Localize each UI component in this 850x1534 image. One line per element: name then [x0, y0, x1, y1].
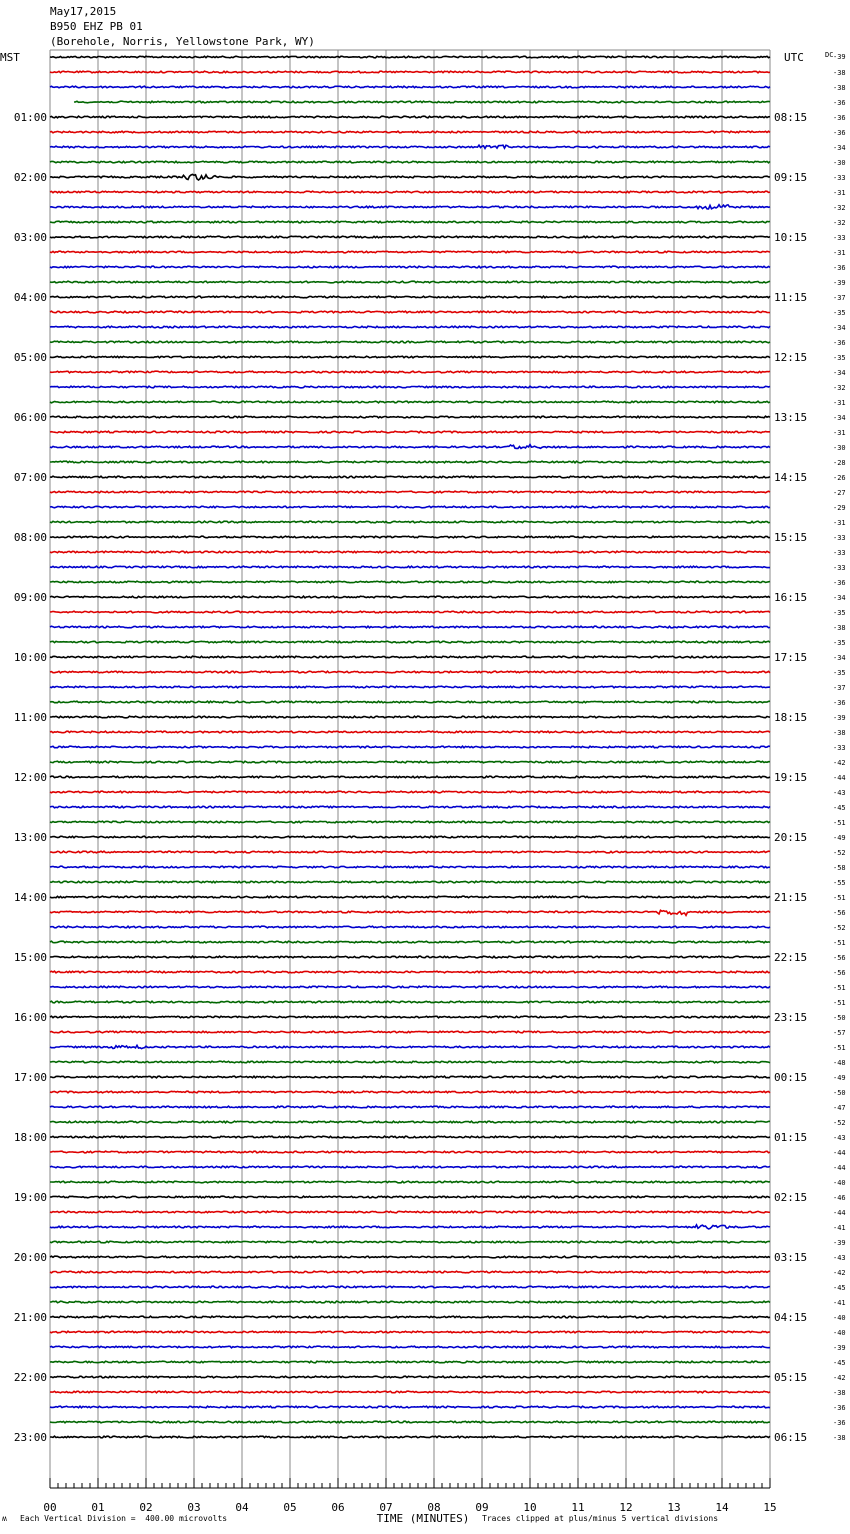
seismic-trace	[50, 86, 770, 88]
dc-offset-label: -51	[833, 1044, 846, 1052]
seismic-trace	[50, 221, 770, 223]
dc-offset-label: -30	[833, 159, 846, 167]
dc-offset-label: -36	[833, 1419, 846, 1427]
seismic-trace	[50, 1136, 770, 1138]
dc-offset-label: -35	[833, 309, 846, 317]
seismic-trace	[50, 371, 770, 373]
seismic-trace	[50, 1121, 770, 1123]
seismic-trace	[50, 701, 770, 703]
dc-offset-label: -32	[833, 384, 846, 392]
seismic-trace	[50, 311, 770, 313]
mst-hour-label: 21:00	[13, 1311, 47, 1324]
x-tick-label: 15	[763, 1501, 777, 1514]
seismic-trace	[50, 836, 770, 838]
dc-offset-label: -33	[833, 534, 846, 542]
dc-offset-label: -44	[833, 1209, 846, 1217]
seismic-trace	[50, 191, 770, 193]
station-label: B950 EHZ PB 01	[50, 20, 143, 33]
utc-hour-label: 00:15	[774, 1071, 808, 1084]
dc-offset-label: -38	[833, 84, 846, 92]
dc-offset-label: -33	[833, 549, 846, 557]
mst-hour-label: 02:00	[13, 171, 47, 184]
x-tick-label: 13	[667, 1501, 681, 1514]
seismic-trace	[50, 281, 770, 283]
x-tick-label: 04	[235, 1501, 249, 1514]
seismic-trace	[50, 1061, 770, 1063]
dc-offset-label: -58	[833, 864, 846, 872]
seismic-trace	[50, 626, 770, 628]
seismic-trace	[50, 551, 770, 553]
dc-offset-label: -41	[833, 1224, 846, 1232]
dc-offset-label: -36	[833, 579, 846, 587]
dc-offset-label: -31	[833, 399, 846, 407]
utc-hour-label: 13:15	[774, 411, 808, 424]
seismic-trace	[50, 1256, 770, 1258]
utc-hour-label: 22:15	[774, 951, 808, 964]
dc-offset-label: -55	[833, 879, 846, 887]
mst-hour-label: 13:00	[13, 831, 47, 844]
dc-offset-label: -32	[833, 219, 846, 227]
seismic-trace	[50, 866, 770, 868]
dc-offset-label: -35	[833, 669, 846, 677]
dc-offset-label: -42	[833, 1374, 846, 1382]
x-tick-label: 07	[379, 1501, 393, 1514]
seismic-trace	[50, 1196, 770, 1198]
dc-offset-label: -39	[833, 53, 846, 61]
dc-offset-label: -34	[833, 654, 846, 662]
seismic-trace	[50, 986, 770, 988]
mst-hour-label: 11:00	[13, 711, 47, 724]
dc-offset-label: -40	[833, 1329, 846, 1337]
dc-offset-label: -46	[833, 1194, 846, 1202]
mst-hour-label: 15:00	[13, 951, 47, 964]
seismic-trace	[50, 1301, 770, 1303]
seismic-trace	[50, 1001, 770, 1003]
seismic-trace	[50, 251, 770, 253]
location-label: (Borehole, Norris, Yellowstone Park, WY)	[50, 35, 315, 48]
utc-hour-label: 21:15	[774, 891, 808, 904]
dc-offset-label: -49	[833, 1074, 846, 1082]
x-tick-label: 06	[331, 1501, 345, 1514]
mst-hour-label: 03:00	[13, 231, 47, 244]
seismic-trace	[50, 1421, 770, 1423]
dc-offset-label: -36	[833, 339, 846, 347]
seismic-trace	[50, 445, 770, 449]
seismic-trace	[50, 296, 770, 298]
dc-offset-label: -48	[833, 1059, 846, 1067]
seismic-trace	[50, 1211, 770, 1213]
seismic-trace	[50, 1106, 770, 1108]
utc-hour-label: 11:15	[774, 291, 808, 304]
seismic-trace	[50, 1225, 770, 1229]
seismic-trace	[50, 686, 770, 688]
dc-offset-label: -42	[833, 1269, 846, 1277]
mst-hour-label: 19:00	[13, 1191, 47, 1204]
seismic-trace	[50, 236, 770, 238]
seismic-trace	[50, 131, 770, 133]
seismic-trace	[50, 1151, 770, 1153]
seismic-trace	[50, 1271, 770, 1273]
seismic-trace	[50, 596, 770, 598]
x-tick-label: 12	[619, 1501, 633, 1514]
mst-hour-label: 22:00	[13, 1371, 47, 1384]
mst-hour-label: 09:00	[13, 591, 47, 604]
seismic-trace	[50, 611, 770, 613]
dc-offset-label: -26	[833, 474, 846, 482]
dc-offset-label: -42	[833, 759, 846, 767]
seismic-trace	[50, 506, 770, 508]
utc-hour-label: 08:15	[774, 111, 808, 124]
dc-offset-label: -27	[833, 489, 846, 497]
clip-note: Traces clipped at plus/minus 5 vertical divisions	[482, 1514, 719, 1523]
dc-offset-label: -52	[833, 924, 846, 932]
dc-offset-label: -31	[833, 519, 846, 527]
utc-hour-label: 06:15	[774, 1431, 808, 1444]
seismic-trace	[50, 1346, 770, 1348]
dc-offset-label: -33	[833, 174, 846, 182]
x-axis	[43, 1478, 776, 1514]
vertical-division-note: Each Vertical Division = 400.00 microvolts	[20, 1514, 228, 1523]
utc-hour-label: 09:15	[774, 171, 808, 184]
dc-offset-label: -34	[833, 144, 846, 152]
seismic-trace	[50, 956, 770, 958]
seismic-trace	[50, 656, 770, 658]
mst-hour-label: 05:00	[13, 351, 47, 364]
dc-offset-label: -56	[833, 954, 846, 962]
dc-offset-label: -43	[833, 1254, 846, 1262]
utc-hour-label: 01:15	[774, 1131, 808, 1144]
seismic-trace	[50, 536, 770, 538]
dc-offset-label: -36	[833, 1404, 846, 1412]
dc-offset-label: -39	[833, 714, 846, 722]
dc-offset-label: -34	[833, 369, 846, 377]
dc-offset-label: -36	[833, 99, 846, 107]
seismic-trace	[50, 1091, 770, 1093]
dc-offset-label: -52	[833, 849, 846, 857]
dc-offset-label: -37	[833, 294, 846, 302]
dc-offset-label: -35	[833, 609, 846, 617]
dc-offset-label: -30	[833, 444, 846, 452]
seismic-trace	[50, 356, 770, 358]
seismic-trace	[50, 1436, 770, 1438]
x-tick-label: 11	[571, 1501, 585, 1514]
dc-offset-label: -34	[833, 594, 846, 602]
dc-offset-label: -34	[833, 414, 846, 422]
dc-offset-label: -43	[833, 1134, 846, 1142]
dc-offset-label: -37	[833, 684, 846, 692]
utc-hour-label: 17:15	[774, 651, 808, 664]
seismic-trace	[50, 1016, 770, 1018]
dc-offset-label: -43	[833, 789, 846, 797]
seismic-trace	[50, 941, 770, 943]
dc-offset-label: -49	[833, 834, 846, 842]
seismic-trace	[50, 776, 770, 778]
utc-hour-label: 10:15	[774, 231, 808, 244]
dc-offset-label: -31	[833, 249, 846, 257]
utc-hour-label: 14:15	[774, 471, 808, 484]
dc-offset-label: -36	[833, 699, 846, 707]
seismic-trace	[50, 641, 770, 643]
dc-offset-label: -51	[833, 999, 846, 1007]
utc-hour-label: 03:15	[774, 1251, 808, 1264]
dc-offset-label: -38	[833, 729, 846, 737]
utc-hour-label: 05:15	[774, 1371, 808, 1384]
date-label: May17,2015	[50, 5, 117, 18]
dc-offset-label: -45	[833, 804, 846, 812]
seismic-trace	[50, 1241, 770, 1243]
dc-offset-label: -51	[833, 984, 846, 992]
utc-hour-label: 02:15	[774, 1191, 808, 1204]
dc-offset-label: -51	[833, 894, 846, 902]
dc-offset-label: -39	[833, 1344, 846, 1352]
seismic-trace	[50, 145, 770, 148]
mst-hour-label: 06:00	[13, 411, 47, 424]
dc-offset-label: -56	[833, 909, 846, 917]
utc-hour-label: 15:15	[774, 531, 808, 544]
seismic-trace	[50, 1076, 770, 1078]
utc-hour-label: 16:15	[774, 591, 808, 604]
mst-hour-label: 12:00	[13, 771, 47, 784]
seismic-trace	[50, 386, 770, 388]
dc-offset-label: -41	[833, 1299, 846, 1307]
utc-hour-label: 20:15	[774, 831, 808, 844]
dc-offset-label: -31	[833, 429, 846, 437]
mst-hour-label: 17:00	[13, 1071, 47, 1084]
seismic-trace	[50, 926, 770, 928]
dc-offset-label: -56	[833, 969, 846, 977]
mst-hour-labels	[14, 111, 47, 1444]
x-tick-label: 00	[43, 1501, 57, 1514]
seismic-trace	[50, 174, 770, 180]
dc-offset-label: -31	[833, 189, 846, 197]
mst-hour-label: 07:00	[13, 471, 47, 484]
utc-hour-label: 23:15	[774, 1011, 808, 1024]
utc-hour-label: 19:15	[774, 771, 808, 784]
seismic-trace	[50, 56, 770, 58]
dc-offset-label: -40	[833, 1179, 846, 1187]
seismic-trace	[50, 971, 770, 973]
seismic-trace	[50, 791, 770, 793]
utc-hour-label: 18:15	[774, 711, 808, 724]
x-tick-label: 05	[283, 1501, 297, 1514]
x-tick-label: 09	[475, 1501, 489, 1514]
seismic-trace	[50, 851, 770, 853]
seismic-trace	[50, 1331, 770, 1333]
seismic-trace	[50, 566, 770, 568]
x-tick-label: 02	[139, 1501, 153, 1514]
seismic-trace	[50, 1031, 770, 1033]
seismic-trace	[74, 101, 770, 103]
dc-offset-label: -51	[833, 939, 846, 947]
dc-offset-label: -29	[833, 504, 846, 512]
seismic-trace	[50, 116, 770, 118]
seismic-trace	[50, 71, 770, 73]
seismic-trace	[50, 806, 770, 808]
seismic-trace	[50, 1316, 770, 1318]
right-timezone-label: UTC	[784, 51, 804, 64]
x-tick-label: 03	[187, 1501, 201, 1514]
seismic-trace	[50, 1406, 770, 1408]
dc-offset-label: -38	[833, 624, 846, 632]
dc-offset-label: -36	[833, 129, 846, 137]
seismic-trace	[50, 1181, 770, 1183]
seismic-trace	[50, 881, 770, 883]
seismic-trace	[50, 416, 770, 418]
dc-offset-label: -50	[833, 1089, 846, 1097]
mst-hour-label: 01:00	[13, 111, 47, 124]
seismic-trace	[50, 341, 770, 343]
seismic-trace	[50, 1361, 770, 1363]
seismic-trace	[50, 896, 770, 898]
x-tick-label: 01	[91, 1501, 105, 1514]
left-timezone-label: MST	[0, 51, 20, 64]
utc-hour-label: 04:15	[774, 1311, 808, 1324]
seismic-trace	[50, 205, 770, 209]
seismic-trace	[50, 821, 770, 823]
dc-offset-label: -36	[833, 114, 846, 122]
seismic-trace	[50, 326, 770, 328]
seismic-trace	[50, 761, 770, 763]
seismic-trace	[50, 1286, 770, 1288]
mst-hour-label: 18:00	[13, 1131, 47, 1144]
dc-offset-labels	[833, 53, 846, 1442]
dc-offset-label: -44	[833, 1149, 846, 1157]
dc-offset-label: -35	[833, 639, 846, 647]
utc-hour-labels	[774, 111, 807, 1444]
x-tick-label: 08	[427, 1501, 441, 1514]
seismic-trace	[50, 671, 770, 673]
dc-offset-label: -45	[833, 1359, 846, 1367]
seismic-trace	[50, 431, 770, 433]
mst-hour-label: 10:00	[13, 651, 47, 664]
mst-hour-label: 16:00	[13, 1011, 47, 1024]
dc-offset-label: -39	[833, 279, 846, 287]
dc-offset-label: -28	[833, 459, 846, 467]
seismic-trace	[50, 491, 770, 493]
trace-group	[50, 56, 770, 1438]
x-tick-label: 10	[523, 1501, 537, 1514]
dc-offset-label: -40	[833, 1314, 846, 1322]
seismic-trace	[50, 266, 770, 268]
mst-hour-label: 14:00	[13, 891, 47, 904]
seismic-trace	[50, 1045, 770, 1048]
seismic-trace	[50, 461, 770, 463]
seismic-trace	[50, 521, 770, 523]
dc-offset-label: -33	[833, 234, 846, 242]
dc-offset-label: -50	[833, 1014, 846, 1022]
dc-offset-label: -57	[833, 1029, 846, 1037]
dc-offset-label: -35	[833, 354, 846, 362]
dc-offset-label: -45	[833, 1284, 846, 1292]
seismic-trace	[50, 716, 770, 718]
mst-hour-label: 20:00	[13, 1251, 47, 1264]
dc-label: DC	[825, 51, 834, 59]
dc-offset-label: -32	[833, 204, 846, 212]
seismic-trace	[50, 581, 770, 583]
dc-offset-label: -34	[833, 324, 846, 332]
seismic-trace	[50, 1391, 770, 1393]
seismic-trace	[50, 476, 770, 478]
seismic-trace	[50, 161, 770, 163]
dc-offset-label: -52	[833, 1119, 846, 1127]
x-tick-label: 14	[715, 1501, 729, 1514]
mst-hour-label: 04:00	[13, 291, 47, 304]
dc-offset-label: -33	[833, 564, 846, 572]
seismic-trace	[50, 746, 770, 748]
dc-offset-label: -39	[833, 1239, 846, 1247]
utc-hour-label: 12:15	[774, 351, 808, 364]
seismic-trace	[50, 1376, 770, 1378]
dc-offset-label: -44	[833, 774, 846, 782]
corner-mark: ʍ	[2, 1514, 7, 1523]
seismic-trace	[50, 1166, 770, 1168]
x-axis-title: TIME (MINUTES)	[376, 1512, 470, 1525]
dc-offset-label: -44	[833, 1164, 846, 1172]
seismic-trace	[50, 401, 770, 403]
dc-offset-label: -33	[833, 744, 846, 752]
dc-offset-label: -51	[833, 819, 846, 827]
dc-offset-label: -47	[833, 1104, 846, 1112]
dc-offset-label: -38	[833, 69, 846, 77]
mst-hour-label: 08:00	[13, 531, 47, 544]
mst-hour-label: 23:00	[13, 1431, 47, 1444]
seismic-trace	[50, 910, 770, 915]
seismic-trace	[50, 731, 770, 733]
dc-offset-label: -36	[833, 264, 846, 272]
dc-offset-label: -38	[833, 1434, 846, 1442]
dc-offset-label: -38	[833, 1389, 846, 1397]
